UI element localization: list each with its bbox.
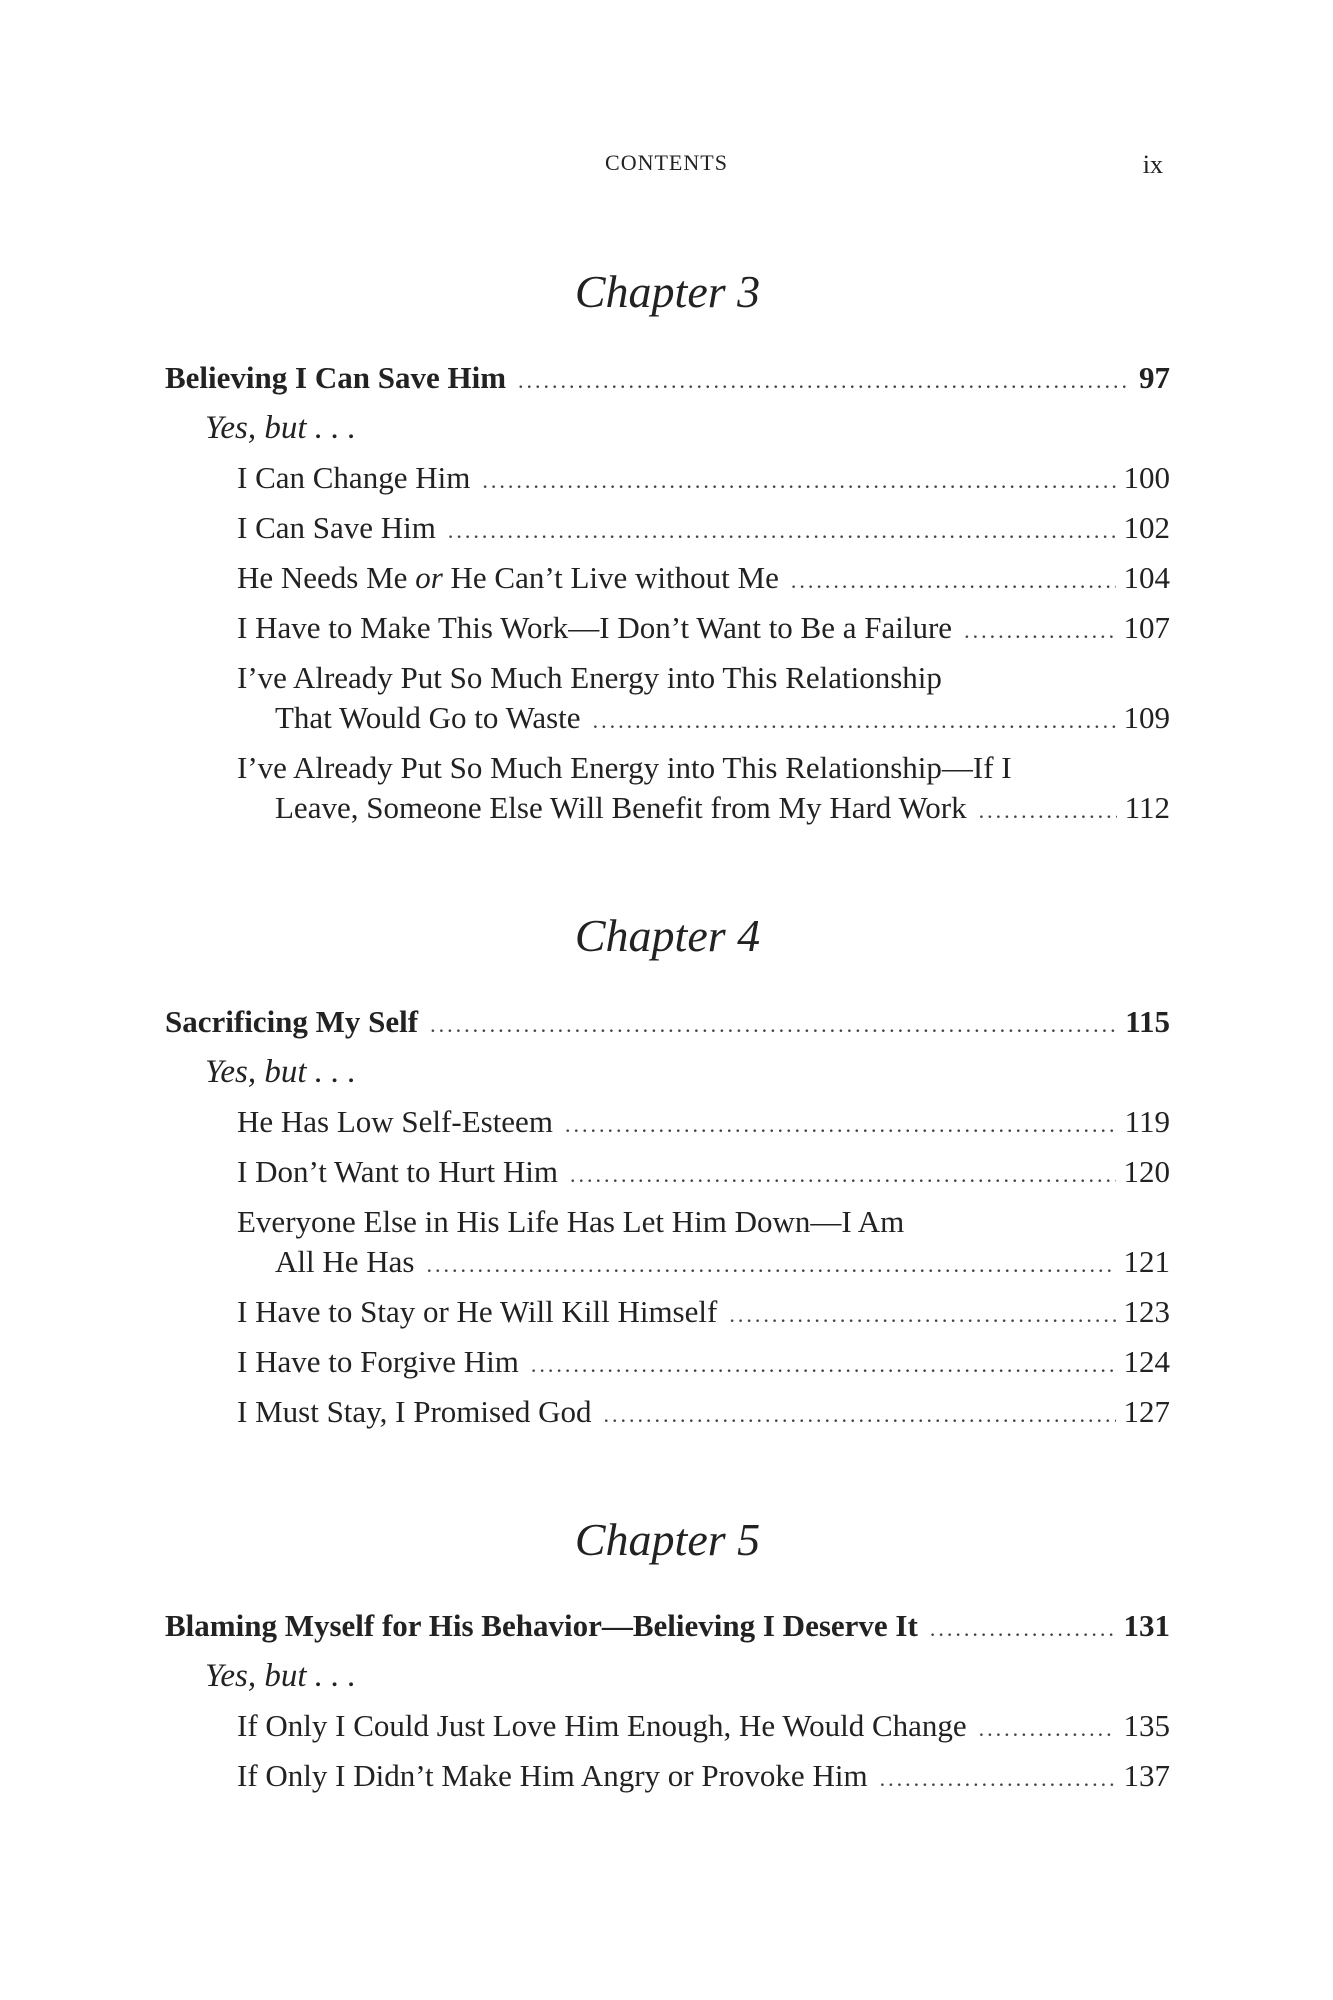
entry-title: I Don’t Want to Hurt Him xyxy=(237,1154,558,1189)
entry-page: 109 xyxy=(1123,700,1170,735)
dot-leader xyxy=(518,361,1131,401)
entry-title: I Have to Make This Work—I Don’t Want to Be a Failure xyxy=(237,610,953,645)
toc-entry[interactable] xyxy=(165,608,1170,648)
entry-page: 104 xyxy=(1123,560,1170,595)
entry-page: 135 xyxy=(1123,1708,1170,1743)
toc-entry[interactable] xyxy=(165,458,1170,498)
entry-title-line2: All He Has xyxy=(275,1244,415,1279)
entry-title-or: or xyxy=(415,560,443,595)
dot-leader xyxy=(880,1759,1116,1799)
dot-leader xyxy=(482,461,1115,501)
toc-main-entry[interactable] xyxy=(165,358,1170,398)
yes-but-label: Yes, but . . . xyxy=(205,410,356,446)
entry-title: Sacrificing My Self xyxy=(165,1004,419,1039)
toc-entry[interactable] xyxy=(165,1342,1170,1382)
dot-leader xyxy=(979,791,1117,831)
entry-page: 127 xyxy=(1123,1394,1170,1429)
entry-title: I Have to Forgive Him xyxy=(237,1344,519,1379)
entry-page: 121 xyxy=(1123,1244,1170,1279)
chapter-heading: Chapter 5 xyxy=(574,1514,761,1565)
entry-title: He Has Low Self-Esteem xyxy=(237,1104,553,1139)
entry-page: 123 xyxy=(1123,1294,1170,1329)
chapter-4-block xyxy=(165,906,1170,1432)
entry-title: I Must Stay, I Promised God xyxy=(237,1394,592,1429)
dot-leader xyxy=(448,511,1116,551)
entry-page: 120 xyxy=(1123,1154,1170,1189)
page-number: ix xyxy=(1142,150,1163,179)
chapter-heading: Chapter 3 xyxy=(574,266,761,317)
toc-entry[interactable] xyxy=(165,1706,1170,1746)
entry-title-part: He Needs Me xyxy=(237,560,416,595)
dot-leader xyxy=(964,611,1115,651)
chapter-heading: Chapter 4 xyxy=(574,910,761,961)
toc-entry[interactable] xyxy=(165,1102,1170,1142)
entry-title-line2-row xyxy=(165,698,1170,738)
dot-leader xyxy=(791,561,1116,601)
toc-entry[interactable] xyxy=(165,558,1170,598)
toc-entry[interactable] xyxy=(165,1392,1170,1432)
entry-title: Believing I Can Save Him xyxy=(165,360,507,395)
chapter-3-block xyxy=(165,262,1170,828)
entry-title-part: He Can’t Live without Me xyxy=(442,560,779,595)
entry-title xyxy=(237,558,779,598)
toc-entry[interactable] xyxy=(165,1292,1170,1332)
toc-entry-multiline[interactable] xyxy=(165,1202,1170,1282)
entry-page: 137 xyxy=(1123,1758,1170,1793)
entry-page: 115 xyxy=(1125,1004,1170,1039)
entry-title: I Can Save Him xyxy=(237,510,436,545)
entry-title-line1: I’ve Already Put So Much Energy into This Relationship xyxy=(237,660,942,695)
toc-main-entry[interactable] xyxy=(165,1606,1170,1646)
dot-leader xyxy=(570,1155,1116,1195)
entry-page: 97 xyxy=(1139,360,1170,395)
entry-page: 124 xyxy=(1123,1344,1170,1379)
entry-title: I Have to Stay or He Will Kill Himself xyxy=(237,1294,718,1329)
dot-leader xyxy=(930,1609,1116,1649)
running-head-title: CONTENTS xyxy=(605,150,728,175)
dot-leader xyxy=(531,1345,1116,1385)
entry-title-line1: Everyone Else in His Life Has Let Him Down—I Am xyxy=(237,1204,905,1239)
dot-leader xyxy=(426,1245,1115,1285)
entry-title-line1: I’ve Already Put So Much Energy into This Relationship—If I xyxy=(237,750,1012,785)
running-head xyxy=(0,150,1333,180)
entry-page: 100 xyxy=(1123,460,1170,495)
dot-leader xyxy=(593,701,1116,741)
toc-entry[interactable] xyxy=(165,1152,1170,1192)
entry-title-line2-row xyxy=(165,1242,1170,1282)
entry-title: If Only I Could Just Love Him Enough, He Would Change xyxy=(237,1708,967,1743)
toc-entry[interactable] xyxy=(165,1756,1170,1796)
entry-title: If Only I Didn’t Make Him Angry or Provoke Him xyxy=(237,1758,868,1793)
toc-entry-multiline[interactable] xyxy=(165,748,1170,828)
dot-leader xyxy=(979,1709,1116,1749)
entry-title-line2-row xyxy=(165,788,1170,828)
toc-main-entry[interactable] xyxy=(165,1002,1170,1042)
entry-title-line2: That Would Go to Waste xyxy=(275,700,581,735)
entry-title: I Can Change Him xyxy=(237,460,471,495)
dot-leader xyxy=(565,1105,1117,1145)
yes-but-label: Yes, but . . . xyxy=(205,1658,356,1694)
dot-leader xyxy=(430,1005,1117,1045)
entry-page: 102 xyxy=(1123,510,1170,545)
chapter-5-block xyxy=(165,1510,1170,1796)
yes-but-label: Yes, but . . . xyxy=(205,1054,356,1090)
table-of-contents xyxy=(165,262,1170,1874)
toc-entry[interactable] xyxy=(165,508,1170,548)
entry-page: 107 xyxy=(1123,610,1170,645)
toc-entry-multiline[interactable] xyxy=(165,658,1170,738)
entry-page: 112 xyxy=(1124,790,1170,825)
dot-leader xyxy=(729,1295,1115,1335)
entry-page: 131 xyxy=(1123,1608,1170,1643)
dot-leader xyxy=(604,1395,1116,1435)
entry-title-line2: Leave, Someone Else Will Benefit from My Hard Work xyxy=(275,790,967,825)
entry-page: 119 xyxy=(1124,1104,1170,1139)
entry-title: Blaming Myself for His Behavior—Believing I Deserve It xyxy=(165,1608,918,1643)
